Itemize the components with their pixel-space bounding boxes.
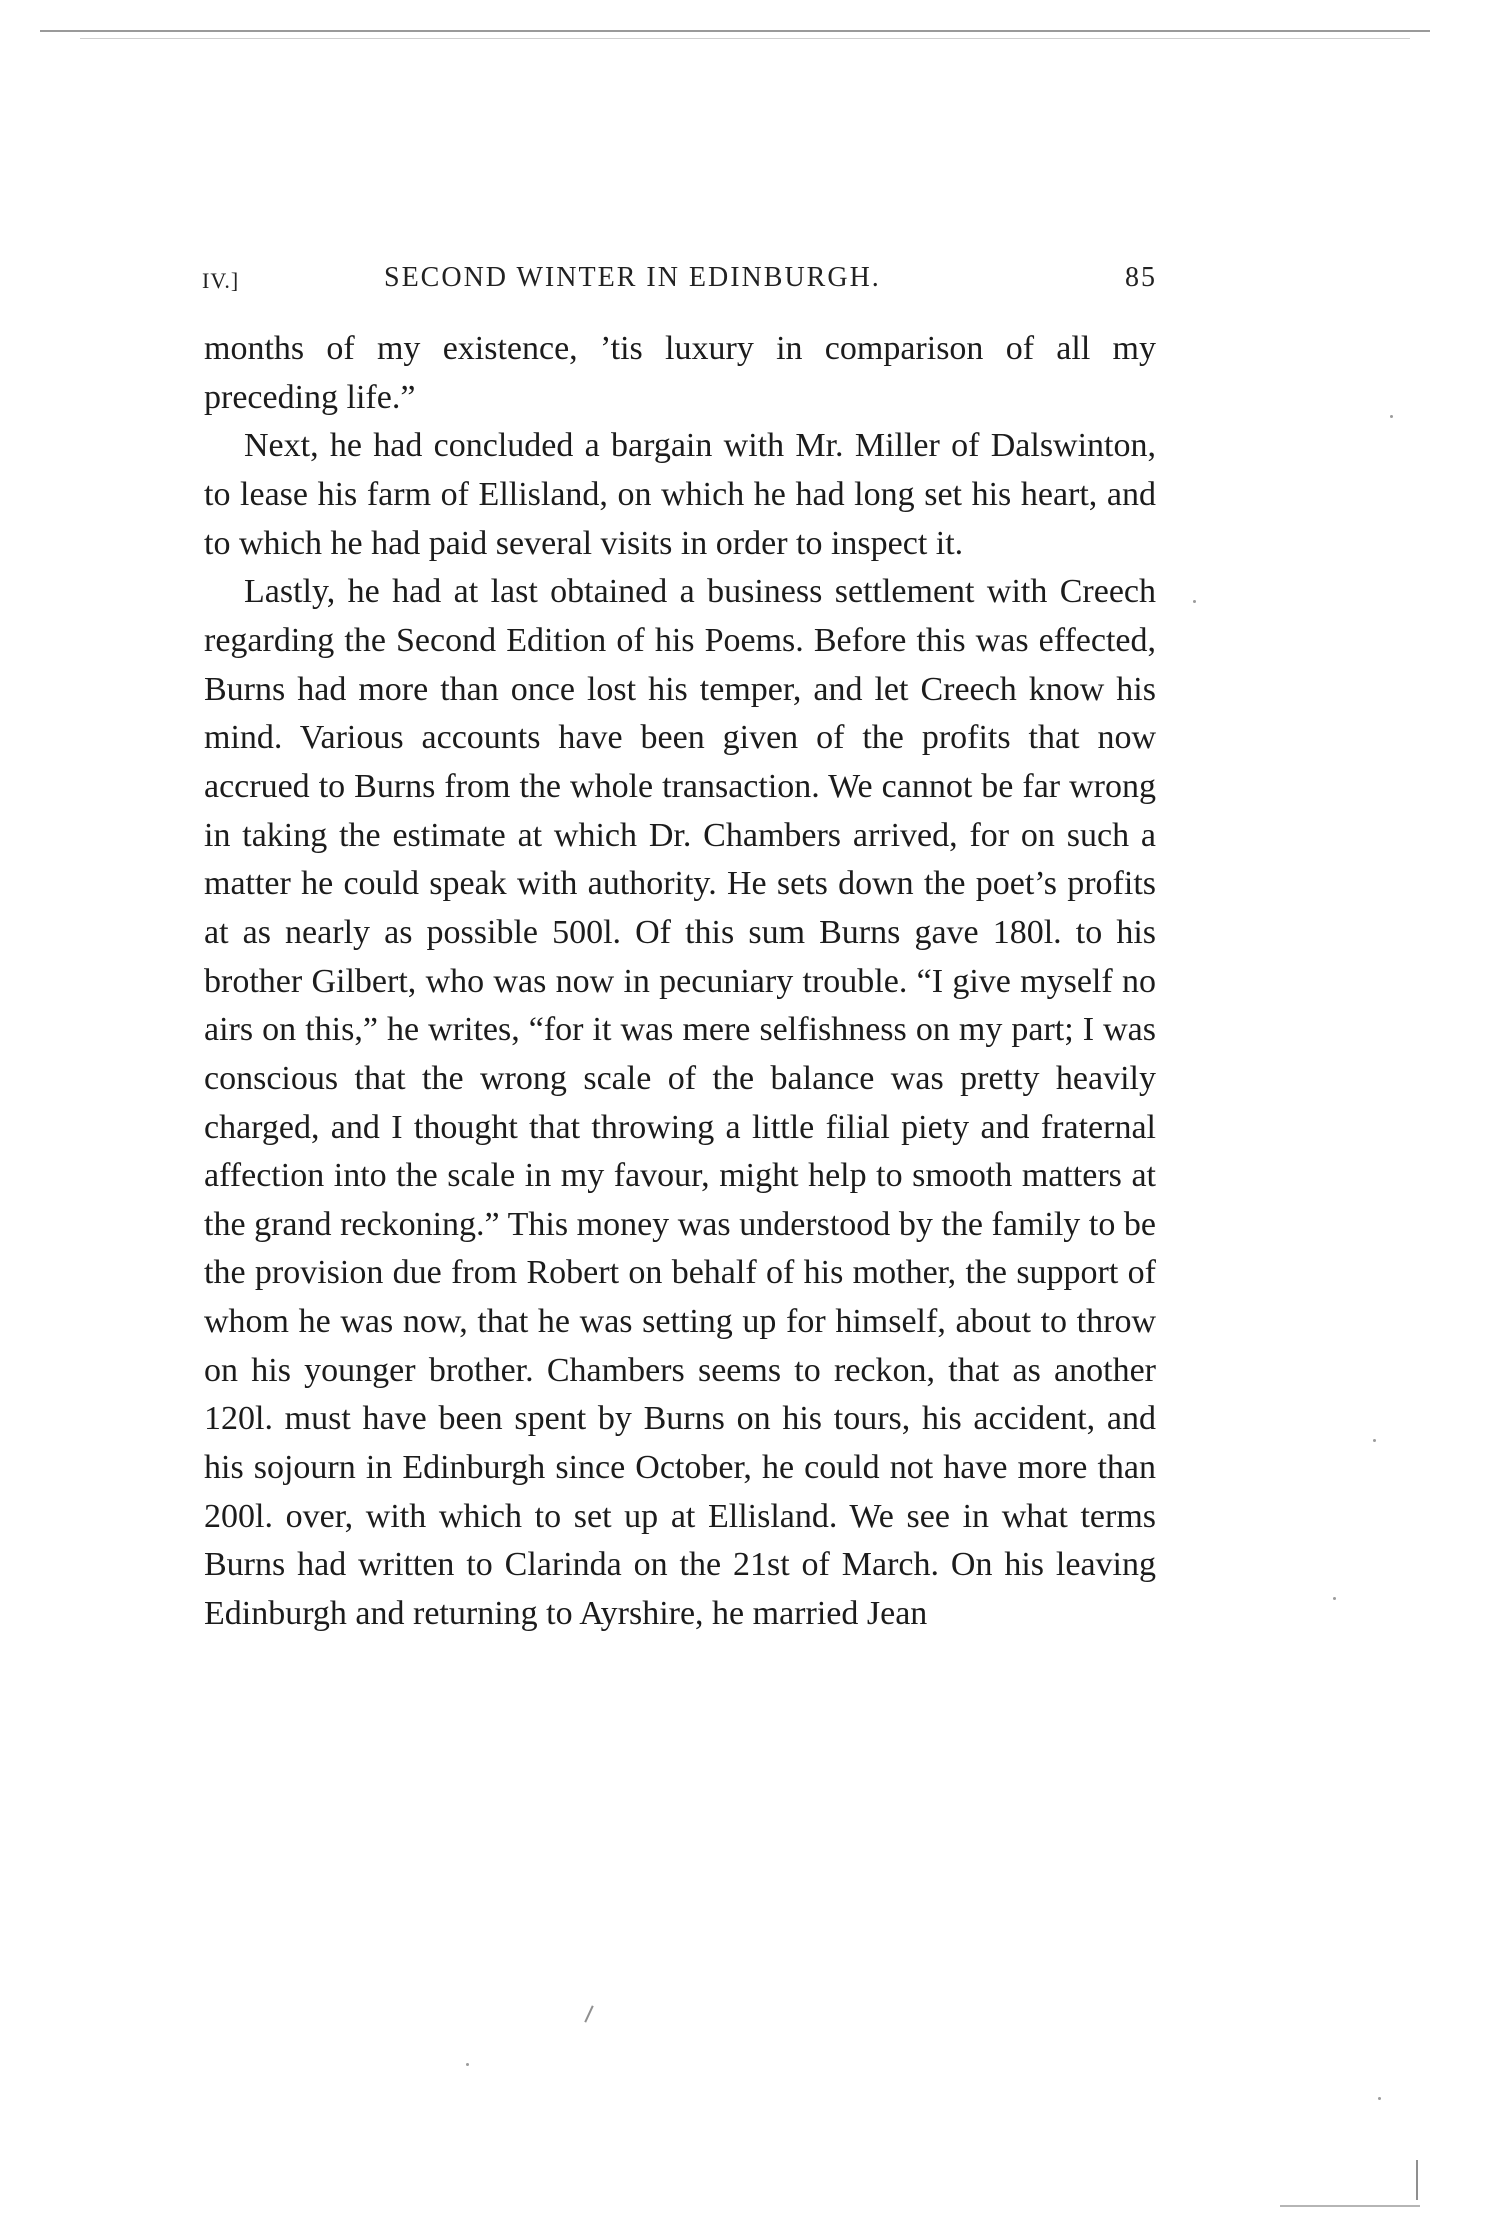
paragraph: Lastly, he had at last obtained a business settlement with Creech regarding the Second Edition of his Poems. Before this was effected, Burns had more than once lost his temper, and let Creech know his mind. Various accounts have been given of the profits that now accrued to Burns from the whole transaction. We cannot be far wrong in taking the estimate at which Dr. Chambers arrived, for on such a matter he could speak with authority. He sets down the poet’s profits at as nearly as possible 500l. Of this sum Burns gave 180l. to his brother Gilbert, who was now in pecuniary trouble. “I give myself no airs on this,” he writes, “for it was mere selfishness on my part; I was conscious that the wrong scale of the balance was pretty heavily charged, and I thought that throwing a little filial piety and fraternal affection into the scale in my favour, might help to smooth matters at the grand reckoning.” This money was understood by the family to be the provision due from Robert on behalf of his mother, the support of whom he was now, that he was setting up for himself, about to throw on his younger brother. Chambers seems to reckon, that as another 120l. must have been spent by Burns on his tours, his accident, and his sojourn in Edinburgh since October, he could not have more than 200l. over, with which to set up at Ellisland. We see in what terms Burns had written to Clarinda on the 21st of March. On his leaving Edinburgh and returning to Ayrshire, he married Jean <box>204 573 1156 1633</box>
scan-speck <box>1373 1439 1376 1442</box>
chapter-number: IV.] <box>202 268 240 293</box>
scan-speck <box>1333 1597 1336 1600</box>
body-text <box>204 325 1156 1639</box>
paragraph: Next, he had concluded a bargain with Mr. Miller of Dalswinton, to lease his farm of Ellisland, on which he had long set his heart, and to which he had paid several visits in order to inspect it. <box>204 427 1156 562</box>
page-edge-rule <box>40 30 1430 32</box>
scan-speck <box>466 2063 469 2066</box>
scan-speck <box>1378 2097 1381 2100</box>
paragraph: months of my existence, ’tis luxury in comparison of all my preceding life.” <box>204 330 1156 416</box>
scan-mark <box>584 2005 593 2022</box>
running-head <box>202 262 1157 302</box>
running-title: SECOND WINTER IN EDINBURGH. <box>384 262 881 293</box>
page-edge-rule-faint <box>80 38 1410 39</box>
scan-mark <box>1416 2160 1418 2200</box>
scan-speck <box>1193 600 1196 603</box>
scan-mark <box>1280 2205 1420 2207</box>
page-number: 85 <box>1125 262 1157 293</box>
scan-speck <box>1390 415 1393 418</box>
